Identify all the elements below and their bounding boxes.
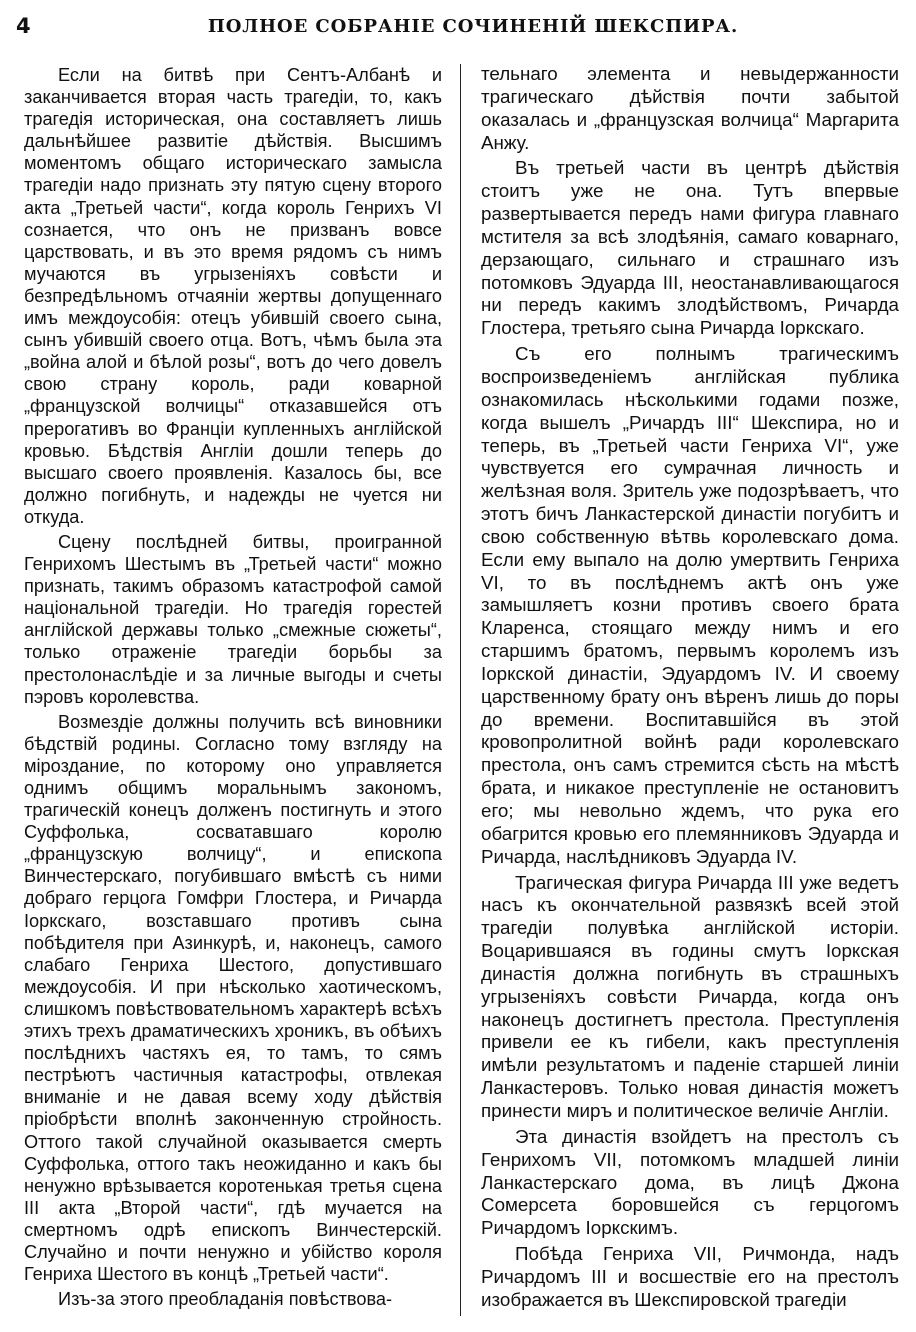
paragraph: Изъ-за этого преобладанія повѣствова- — [58, 1289, 393, 1310]
paragraph: Въ третьей части въ центрѣ дѣйствія стоитъ уже не она. Тутъ впервые развертывается передъ нами фигура главнаго мстителя за всѣ злодѣянія, самаго коварнаго, дерзающаго, сильнаго и страшнаго изъ потомковъ Эдуарда III, неостанавливающагося ни передъ какимъ злодѣйствомъ, Ричарда Глостера, третьяго сына Ричарда Іоркскаго. — [481, 157, 899, 339]
paragraph: Побѣда Генриха VII, Ричмонда, надъ Ричардомъ III и восшествіе его на престолъ изображается въ Шекспировской трагедіи — [481, 1243, 899, 1310]
paragraph: Если на битвѣ при Сентъ-Албанѣ и заканчивается вторая часть трагедіи, то, какъ трагедія историческая, она составляетъ лишь дальнѣйшее развитіе дѣйствія. Высшимъ моментомъ общаго историческаго замысла трагедіи надо признать эту пятую сцену второго акта „Третьей части“, когда король Генрихъ VI сознается, что онъ не призванъ вовсе царствовать, и въ это время рядомъ съ нимъ мучаются въ угрызеніяхъ совѣсти и безпредѣльномъ отчаяніи жертвы допущеннаго имъ междоусобія: отецъ убившій своего сына, сынъ убившій своего отца. Вотъ, чѣмъ была эта „война алой и бѣлой розы“, вотъ до чего довелъ свою страну король, ради коварной „французской волчицы“ отказавшейся отъ прерогативъ во Франціи купленныхъ англійской кровью. Бѣдствія Англіи дошли теперь до высшаго своего проявленія. Казалось бы, все должно погибнуть, и надежды не чуется ни откуда. — [24, 65, 442, 527]
paragraph: Трагическая фигура Ричарда III уже ведетъ насъ къ окончательной развязкѣ всей этой трагедіи полувѣка англійской исторіи. Воцарившаяся въ годины смутъ Іоркская династія должна погибнуть въ страшныхъ угрызеніяхъ совѣсти Ричарда, когда онъ наконецъ достигнетъ престола. Преступленія привели ее къ гибели, какъ преступленія имѣли результатомъ и паденіе старшей линіи Ланкастеровъ. Только новая династія можетъ принести миръ и политическое величіе Англіи. — [481, 871, 899, 1121]
right-column — [481, 63, 899, 1312]
paragraph: Эта династія взойдетъ на престолъ съ Генрихомъ VII, потомкомъ младшей линіи Ланкастерскаго дома, въ лицѣ Джона Сомерсета боровшейся съ герцогомъ Ричардомъ Іоркскимъ. — [481, 1125, 899, 1239]
running-head: ПОЛНОЕ СОБРАНІЕ СОЧИНЕНІЙ ШЕКСПИРА. — [207, 16, 739, 37]
paragraph: тельнаго элемента и невыдержанности трагическаго дѣйствія почти забытой оказалась и „французская волчица“ Маргарита Анжу. — [481, 63, 899, 153]
paragraph: Съ его полнымъ трагическимъ воспроизведеніемъ англійская публика ознакомилась нѣсколькими годами позже, когда вышелъ „Ричардъ III“ Шекспира, но и теперь, въ „Третьей части Генриха VI“, уже чувствуется его сумрачная личность и желѣзная воля. Зритель уже подозрѣваетъ, что этотъ бичъ Ланкастерской династіи погубитъ и свою собственную вѣтвь королевскаго дома. Если ему выпало на долю умертвить Генриха VI, то въ послѣднемъ актѣ онъ уже замышляетъ козни противъ своего брата Кларенса, стоящаго между нимъ и его старшимъ братомъ, первымъ королемъ изъ Іоркской династіи, Эдуардомъ IV. И своему царственному брату онъ вѣренъ лишь до поры до времени. Воспитавшійся въ этой кровопролитной войнѣ ради королевскаго престола, онъ самъ стремится сѣсть на мѣстѣ брата, и никакое преступленіе не остановитъ его; мы невольно ждемъ, что рука его обагрится кровью его племянниковъ Эдуарда и Ричарда, наслѣдниковъ Эдуарда IV. — [481, 343, 899, 867]
paragraph: Возмездіе должны получить всѣ виновники бѣдствій родины. Согласно тому взгляду на міроздание, по которому оно управляется однимъ общимъ моральнымъ закономъ, трагическій конецъ долженъ постигнуть и этого Суффолька, сосватавшаго королю „французскую волчицу“, и епископа Винчестерскаго, погубившаго вмѣстѣ съ ними добраго герцога Гомфри Глостера, и Ричарда Іоркскаго, возставшаго противъ сына побѣдителя при Азинкурѣ, и, наконецъ, самого слабаго Генриха Шестого, допустившаго междоусобія. И при нѣсколько хаотическомъ, слишкомъ повѣствовательномъ характерѣ всѣхъ этихъ трехъ драматическихъ хроникъ, въ обѣихъ послѣднихъ частяхъ ея, то тамъ, то сямъ пестрѣютъ частичныя катастрофы, отвлекая вниманіе и не давая всему ходу дѣйствія пріобрѣсти вполнѣ законченную стройность. Оттого такой случайной оказывается смерть Суффолька, оттого такъ неожиданно и какъ бы ненужно врѣзывается коротенькая третья сцена III акта „Второй части“, гдѣ мучается на смертномъ одрѣ епископъ Винчестерскій. Случайно и почти ненужно и убійство короля Генриха Шестого въ концѣ „Третьей части“. — [24, 711, 442, 1285]
page-number: 4 — [16, 14, 31, 38]
paragraph: Сцену послѣдней битвы, проигранной Генрихомъ Шестымъ въ „Третьей части“ можно признать, такимъ образомъ катастрофой самой національной трагедіи. Но трагедія горестей англійской державы только „смежные сюжеты“, только отраженіе трагедіи борьбы за престолонаслѣдіе и за личные выгоды и счеты пэровъ королевства. — [24, 531, 442, 707]
left-column — [24, 64, 442, 1310]
column-rule — [460, 64, 461, 1316]
